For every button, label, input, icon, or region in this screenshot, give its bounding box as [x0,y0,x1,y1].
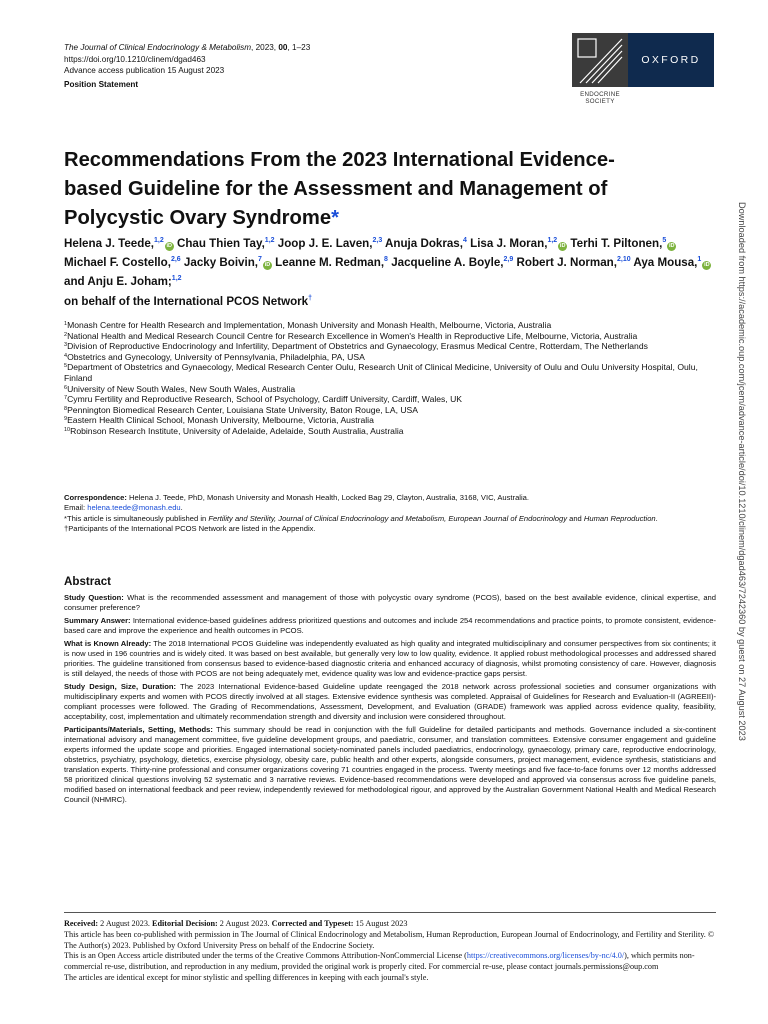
author-name[interactable]: Chau Thien Tay, [176,237,265,250]
author-name[interactable]: Terhi T. Piltonen, [570,237,663,250]
network-note: †Participants of the International PCOS Network are listed in the Appendix. [64,524,316,534]
abstract-section [64,682,716,722]
access-date: Advance access publication 15 August 2023 [64,66,225,76]
citation-pages: , 1–23 [287,43,311,52]
license-start: This is an Open Access article distributed under the terms of the Creative Commons Attribution-NonCommercial License ( [64,951,467,961]
author-affiliation-ref[interactable]: 8 [384,256,388,264]
abstract-section-label: Study Question: [64,593,124,602]
abstract-section-label: What is Known Already: [64,639,152,648]
star-note-and: and [567,513,584,523]
abstract-section-text: What is the recommended assessment and management of those with polycystic ovary syndrome (PCOS), based on the best available evidence, clinical expertise, and consumer preference? [64,593,717,612]
affiliation-text: Department of Obstetrics and Gynaecology, Medical Research Center Oulu, Research Unit of Clinical Medicine, University of Oulu and Oulu University Hospital, Oulu, Finland [64,362,698,383]
abstract-section-label: Participants/Materials, Setting, Methods: [64,725,213,734]
simultaneous-publication-note [64,514,716,524]
copublication-note: This article has been co-published with permission in The Journal of Clinical Endocrinology and Metabolism, Human Reproduction, European Journal of Endocrinology, and Fertility and Sterility. © The Author(s) 2023. Published by Oxford University Press on behalf of the Endocrine Society. [64,929,715,950]
abstract-section-label: Summary Answer: [64,616,131,625]
author-affiliation-ref[interactable]: 4 [462,237,467,244]
abstract-section [64,725,716,805]
license-end: ), which permits non-commercial re-use, distribution, and reproduction in any medium, provided the original work is properly cited. For commercial re-use, please contact journals.permissions@oup.com [64,951,695,972]
affiliation-number: 10 [64,426,71,433]
decision-date: 2 August 2023. [217,919,272,928]
affiliation-text: Pennington Biomedical Research Center, Louisiana State University, Baton Rouge, LA, USA [67,404,419,415]
abstract-section [64,593,716,613]
affiliation-list [64,320,716,437]
affiliation-number: 1 [64,321,68,327]
affiliation-number: 4 [64,352,68,359]
affiliation-item [64,362,716,383]
author-affiliation-ref[interactable]: 7 [258,256,262,264]
abstract-body [64,593,716,808]
author-group: on behalf of the International PCOS Network [64,294,309,308]
author-affiliation-ref[interactable]: 5 [662,237,667,244]
received-date: 2 August 2023. [98,919,153,928]
abstract-section-label: Study Design, Size, Duration: [64,682,177,691]
author-affiliation-ref[interactable]: 2,6 [170,256,181,264]
license-note [64,951,716,973]
doi-link[interactable]: https://doi.org/10.1210/clinem/dgad463 [64,54,206,64]
orcid-icon[interactable]: iD [704,262,710,269]
received-label: Received: [64,919,99,928]
star-note-last-journal: Human Reproduction [583,513,656,523]
abstract-section [64,616,716,636]
author-name[interactable]: Helena J. Teede, [64,237,154,250]
oxford-logo: OXFORD [628,33,714,87]
author-name[interactable]: Aya Mousa, [633,256,698,270]
orcid-icon[interactable]: iD [166,243,172,249]
identical-note: The articles are identical except for minor stylistic and spelling differences in keeping with each journal's style. [64,972,429,982]
author-affiliation-ref[interactable]: 1,2 [171,275,182,283]
title-footnote-link[interactable]: * [331,207,339,229]
email-line [64,503,716,513]
orcid-icon[interactable]: iD [559,243,566,249]
affiliation-item [64,394,716,405]
abstract-section-text: The 2023 International Evidence-based Guideline update reengaged the 2018 network across professional societies and consumer organizations with multidisciplinary experts and women with PCOS directly involved at all stages. Extensive evidence synthesis was completed. Appraisal of Guidelines for Research and Evaluation-II (AGREEII)-compliant processes were followed. The Grading of Recommendations, Assessment, Development, and Evaluation (GRADE) framework was applied across evidence quality, feasibility, acceptability, cost, implementation and ultimately recommendation strength and diversity and inclusion were considered throughout. [64,682,716,721]
dates-line [64,919,716,930]
author-name[interactable]: and Anju E. Joham; [64,275,172,289]
download-watermark-text: Downloaded from https://academic.oup.com/jcem/advance-article/doi/10.1210/clinem/dgad463/7242360 by guest on 27 August 2023 [737,202,747,741]
typeset-date: 15 August 2023 [353,919,408,928]
author-name[interactable]: Anuja Dokras, [385,237,463,250]
author-name[interactable]: Lisa J. Moran, [470,237,548,250]
affiliation-item [64,341,716,352]
affiliation-number: 7 [64,395,68,402]
endocrine-society-mark-icon [572,33,628,87]
affiliation-text: Monash Centre for Health Research and Implementation, Monash University and Monash Health, Melbourne, Victoria, Australia [67,320,552,330]
star-note-end: . [655,513,658,523]
email-label: Email: [64,503,88,513]
author-name[interactable]: Leanne M. Redman, [275,256,385,270]
affiliation-text: Eastern Health Clinical School, Monash University, Melbourne, Victoria, Australia [67,415,374,426]
author-affiliation-ref[interactable]: 1,2 [547,237,558,244]
author-name[interactable]: Joop J. E. Laven, [277,237,373,250]
affiliation-text: Cymru Fertility and Reproductive Research, School of Psychology, Cardiff University, Cardiff, Wales, UK [67,394,463,405]
abstract-section-text: The 2018 International PCOS Guideline was independently evaluated as high quality and integrated multidisciplinary and consumer perspectives from six continents; it is now used in 196 countries and is widely cited. It was based on best available, but generally very low to low quality, evidence. It applied robust methodological processes and addressed shared priorities. The guideline transitioned from consensus based to evidence-based diagnostic criteria and enhanced accuracy of diagnosis, whilst promoting consistency of care. However, diagnosis is still delayed, the needs of those with PCOS are not being adequately met, evidence quality was low and evidence-practice gaps persist. [64,639,716,678]
email-link[interactable]: helena.teede@monash.edu [87,503,181,513]
footer-divider [64,912,716,913]
affiliation-text: Obstetrics and Gynecology, University of Pennsylvania, Philadelphia, PA, USA [67,351,365,362]
affiliation-item [64,426,716,437]
publisher-logos [572,33,714,117]
affiliation-text: National Health and Medical Research Council Centre for Research Excellence in Women's Health in Reproductive Life, Melbourne, Victoria, Australia [67,330,638,341]
author-name[interactable]: Robert J. Norman, [516,256,617,270]
correspondence-address: Helena J. Teede, PhD, Monash University and Monash Health, Locked Bag 29, Clayton, Australia, 3168, VIC, Australia. [126,493,530,502]
affiliation-item [64,320,716,331]
author-affiliation-ref[interactable]: 1,2 [154,237,164,244]
author-list [64,234,714,311]
endocrine-society-text [572,91,628,105]
affiliation-number: 8 [64,405,68,412]
title-text: Recommendations From the 2023 International Evidence-based Guideline for the Assessment and Management of Polycystic Ovary Syndrome [64,149,615,229]
author-affiliation-ref[interactable]: 2,3 [372,237,383,244]
author-name[interactable]: Jacky Boivin, [183,256,259,270]
logo-word-society: SOCIETY [585,98,615,105]
affiliation-item [64,405,716,416]
affiliation-text: University of New South Wales, New South Wales, Australia [67,383,296,394]
correspondence-label: Correspondence: [64,493,127,502]
logo-word-endocrine: ENDOCRINE [580,91,620,98]
orcid-icon[interactable]: iD [668,243,675,249]
affiliation-number: 6 [64,384,68,391]
journal-meta [64,42,310,90]
star-note-start: *This article is simultaneously published in [64,513,209,523]
affiliation-number: 2 [64,331,68,338]
decision-label: Editorial Decision: [152,919,218,928]
affiliation-item [64,331,716,342]
abstract-section-text: International evidence-based guidelines address prioritized questions and outcomes and include 254 recommendations and practice points, to promote consistent, evidence-based care and improve the experience and health outcomes in PCOS. [64,616,716,635]
article-title [64,146,644,233]
affiliation-text: Robinson Research Institute, University of Adelaide, Adelaide, South Australia, Australia [70,425,404,436]
endocrine-society-logo [572,33,628,87]
author-group-footnote-link[interactable]: † [308,294,313,302]
author-affiliation-ref[interactable]: 1,2 [264,237,275,244]
orcid-icon[interactable]: iD [264,262,271,269]
author-name[interactable]: Jacqueline A. Boyle, [391,256,504,270]
journal-name[interactable]: The Journal of Clinical Endocrinology & Metabolism [64,43,252,52]
correspondence-line [64,493,716,503]
email-period: . [180,503,183,513]
affiliation-number: 3 [64,342,68,349]
affiliation-text: Division of Reproductive Endocrinology and Infertility, Department of Obstetrics and Gynaecology, Erasmus Medical Centre, Rotterdam, The Netherlands [67,341,648,352]
affiliation-item [64,384,716,395]
affiliation-item [64,415,716,426]
abstract-section-text: This summary should be read in conjunction with the full Guideline for detailed participants and methods. Governance included a six-continent international advisory and management committee, five guideline development groups, and paediatric, consumer, and translation committees. Extensive consumer engagement and guideline experts informed the update scope and priorities. Engaged international society-nominated panels included paediatrics, endocrinology, gynaecology, primary care, reproductive endocrinology, obstetrics, psychiatry, psychology, dietetics, exercise physiology, obesity care, public health and other experts, alongside consumers, project management, evidence synthesis, statisticians and translation experts. Thirty-nine professional and consumer organizations covering 71 countries engaged in the process. Twenty meetings and five face-to-face forums over 12 months addressed 58 prioritized clinical questions involving 52 systematic and 3 narrative reviews. Evidence-based recommendations were developed and approved via consensus across five guideline panels, modified based on international feedback and peer review, independently reviewed for methodological rigour, and approved by the Australian Government National Health and Medical Research Council (NHMRC). [64,725,716,804]
abstract-section [64,639,716,679]
correspondence-block [64,493,716,535]
article-type: Position Statement [64,79,139,89]
author-affiliation-ref[interactable]: 1 [697,256,702,264]
author-affiliation-ref[interactable]: 2,9 [503,256,514,264]
citation-year: , 2023, [251,43,279,52]
author-affiliation-ref[interactable]: 2,10 [616,256,631,264]
affiliation-number: 9 [64,416,68,423]
affiliation-number: 5 [64,363,68,370]
author-name[interactable]: Michael F. Costello, [64,256,171,270]
license-link[interactable]: https://creativecommons.org/licenses/by-nc/4.0/ [466,951,625,961]
abstract-heading: Abstract [64,575,112,588]
typeset-label: Corrected and Typeset: [271,919,354,928]
article-footer [64,919,716,984]
affiliation-item [64,352,716,363]
star-note-journals: Fertility and Sterility, Journal of Clinical Endocrinology and Metabolism, European Journal of Endocrinology [208,513,567,523]
citation-line [64,42,310,54]
citation-volume: 00 [278,43,288,52]
